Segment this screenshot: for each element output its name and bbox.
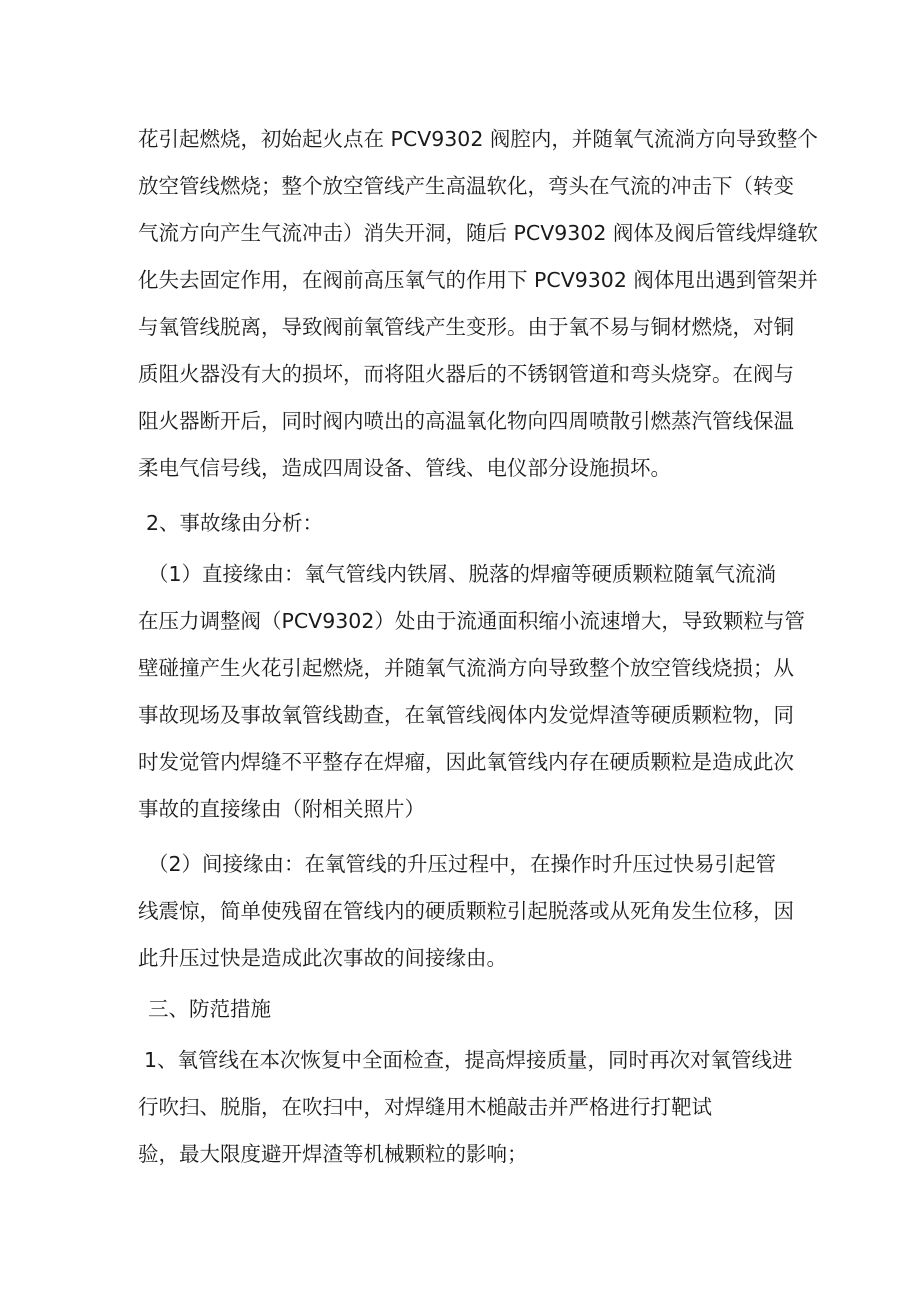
paragraph-line: 放空管线燃烧；整个放空管线产生高温软化，弯头在气流的冲击下（转变 bbox=[138, 174, 794, 198]
direct-cause-line: （1）直接缘由：氧气管线内铁屑、脱落的焊瘤等硬质颗粒随氧气流淌 bbox=[148, 562, 777, 586]
measure-line: 验，最大限度避开焊渣等机械颗粒的影响； bbox=[138, 1142, 528, 1166]
indirect-cause-line: 此升压过快是造成此次事故的间接缘由。 bbox=[138, 946, 507, 970]
section-heading-prevention: 三、防范措施 bbox=[148, 997, 271, 1021]
direct-cause-line: 时发觉管内焊缝不平整存在焊瘤，因此氧管线内存在硬质颗粒是造成此次 bbox=[138, 750, 794, 774]
paragraph-line: 质阻火器没有大的损坏，而将阻火器后的不锈钢管道和弯头烧穿。在阀与 bbox=[138, 362, 794, 386]
direct-cause-line: 事故的直接缘由（附相关照片） bbox=[138, 797, 425, 821]
measure-line: 1、氧管线在本次恢复中全面检查，提高焊接质量，同时再次对氧管线进 bbox=[144, 1048, 793, 1072]
paragraph-line: 与氧管线脱离，导致阀前氧管线产生变形。由于氧不易与铜材燃烧，对铜 bbox=[138, 315, 794, 339]
section-heading-cause: 2、事故缘由分析： bbox=[146, 511, 324, 535]
paragraph-line: 化失去固定作用，在阀前高压氧气的作用下 PCV9302 阀体甩出遇到管架并 bbox=[138, 268, 818, 292]
measure-line: 行吹扫、脱脂，在吹扫中，对焊缝用木槌敲击并严格进行打靶试 bbox=[138, 1095, 712, 1119]
direct-cause-line: 在压力调整阀（PCV9302）处由于流通面积缩小流速增大，导致颗粒与管 bbox=[138, 609, 805, 633]
paragraph-line: 气流方向产生气流冲击）消失开洞，随后 PCV9302 阀体及阀后管线焊缝软 bbox=[138, 221, 818, 245]
indirect-cause-line: 线震惊，简单使残留在管线内的硬质颗粒引起脱落或从死角发生位移，因 bbox=[138, 899, 794, 923]
paragraph-line: 阻火器断开后，同时阀内喷出的高温氧化物向四周喷散引燃蒸汽管线保温 bbox=[138, 409, 794, 433]
indirect-cause-line: （2）间接缘由：在氧管线的升压过程中，在操作时升压过快易引起管 bbox=[148, 852, 777, 876]
paragraph-line: 柔电气信号线，造成四周设备、管线、电仪部分设施损坏。 bbox=[138, 456, 671, 480]
paragraph-line: 花引起燃烧，初始起火点在 PCV9302 阀腔内，并随氧气流淌方向导致整个 bbox=[138, 127, 818, 151]
direct-cause-line: 壁碰撞产生火花引起燃烧，并随氧气流淌方向导致整个放空管线烧损；从 bbox=[138, 656, 794, 680]
direct-cause-line: 事故现场及事故氧管线勘查，在氧管线阀体内发觉焊渣等硬质颗粒物，同 bbox=[138, 703, 794, 727]
